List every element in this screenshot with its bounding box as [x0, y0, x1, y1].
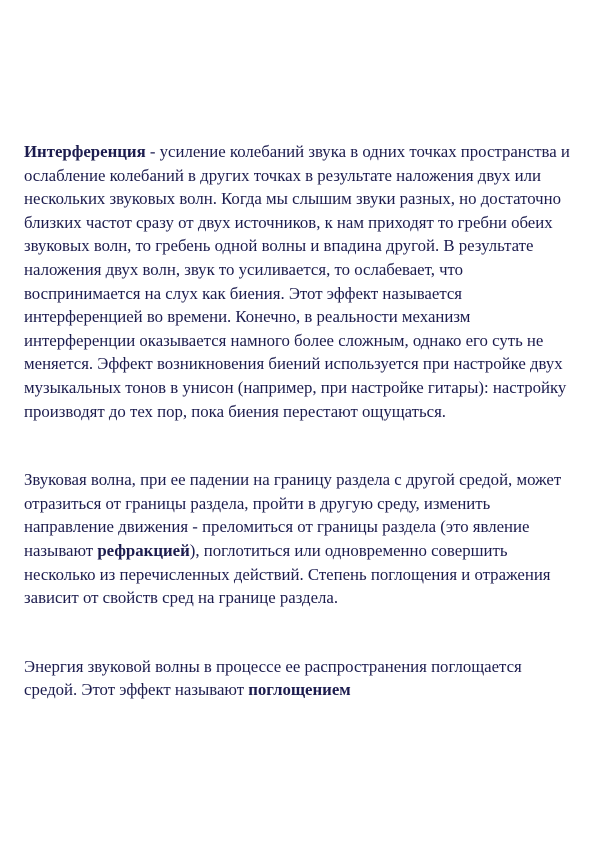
paragraph-absorption — [24, 655, 572, 702]
paragraph-refraction-before: Звуковая волна, при ее падении на границу раздела с другой средой, может отразиться от границы раздела, пройти в другую среду, изменить направление движения - преломиться от границы раздела (это явление называют — [24, 470, 562, 560]
term-interference: Интерференция — [24, 142, 146, 161]
paragraph-interference — [24, 140, 572, 423]
paragraph-absorption-before: Энергия звуковой волны в процессе ее распространения поглощается средой. Этот эффект называют — [24, 656, 522, 700]
paragraph-refraction-after: ), поглотиться или одновременно совершить несколько из перечисленных действий. Степень поглощения и отражения зависит от свойств сред на границе раздела. — [24, 540, 551, 608]
term-absorption: поглощением — [248, 680, 351, 700]
term-refraction: рефракцией — [97, 540, 190, 560]
paragraph-interference-text: - усиление колебаний звука в одних точках пространства и ослабление колебаний в других точках в результате наложения двух или нескольких звуковых волн. Когда мы слышим звуки разных, но достаточно близких частот сразу от двух источников, к нам приходят то гребни обеих звуковых волн, то гребень одной волны и впадина другой. В результате наложения двух волн, звук то усиливается, то ослабевает, что воспринимается на слух как биения. Этот эффект называется интерференцией во времени. Конечно, в реальности механизм интерференции оказывается намного более сложным, однако его суть не меняется. Эффект возникновения биений используется при настройке двух музыкальных тонов в унисон (например, при настройке гитары): настройку производят до тех пор, пока биения перестают ощущаться. — [24, 142, 570, 421]
document-page — [24, 140, 572, 702]
paragraph-refraction — [24, 468, 572, 610]
